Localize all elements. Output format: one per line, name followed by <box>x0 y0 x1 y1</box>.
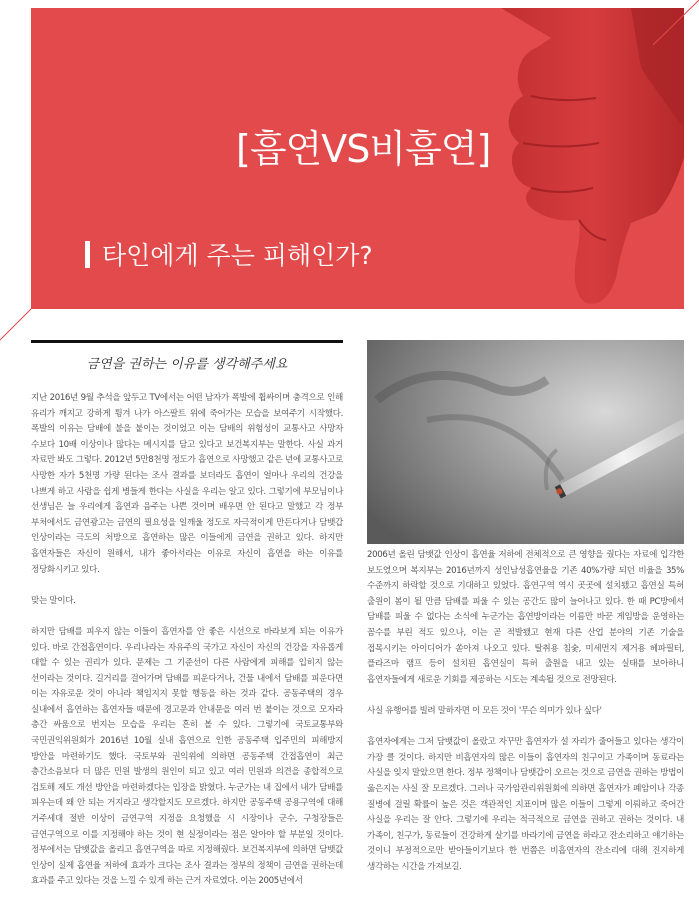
left-column <box>31 340 343 890</box>
divider <box>31 340 343 343</box>
page-title: [흡연VS비흡연] <box>236 127 491 171</box>
subtitle-text: 타인에게 주는 피해인가? <box>102 241 373 270</box>
header-banner <box>31 8 684 309</box>
paragraph: 지난 2016년 9월 추석을 앞두고 TV에서는 어떤 남자가 폭발에 휩싸이며 충격으로 인해 유리가 깨지고 강하게 튕겨 나가 아스팔트 위에 죽어가는 모습을 보여주기 시작했다. 폭발의 이유는 담배에 불을 붙이는 것이었고 이는 담배의 위험성이 교통사고 사망자 수보다 10배 이상이나 많다는 메시지를 담고 있다고 보건복지부는 말한다. 사실 과거 자료만 봐도 그렇다. 2012년 5만8천명 정도가 흡연으로 사망했고 같은 년에 교통사고로 사망한 자가 5천명 가량 된다는 조사 결과를 보더라도 흡연이 얼마나 우리의 건강을 나쁘게 하고 사람을 쉽게 병들게 한다는 사실을 우리는 알고 있다. 그렇기에 부모님이나 선생님은 늘 우리에게 흡연과 음주는 나쁜 것이며 배우면 안 된다고 말했고 각 정부 부처에서도 금연광고는 금연의 필요성을 일깨울 정도로 자극적이게 만든다거나 담뱃갑 인상이라는 극도의 처방으로 흡연하는 많은 이들에게 금연을 권하고 있다. 하지만 흡연자들은 자신이 원해서, 내가 좋아서라는 이유로 자신이 흡연을 하는 이유를 정당화시키고 있다. <box>31 393 343 575</box>
paragraph: 2006년 올린 담뱃값 인상이 흡연율 저하에 전체적으로 큰 영향을 줬다는 자료에 입각한 보도였으며 복지부는 2016년까지 성인남성흡연율을 기존 40%가량 되던 비율을 35% 수준까지 하락할 것으로 기대하고 있었다. 흡연구역 역시 곳곳에 설치됐고 흡연실 특허 출원이 봄이 될 만큼 담배를 피울 수 있는 공간도 많이 늘어나고 있다. 한 때 PC방에서 담배를 피울 수 없다는 소식에 누군가는 흡연방이라는 이름만 바꾼 게임방을 운영하는 꼼수를 부린 적도 있으나, 이는 곧 적발됐고 현재 다른 산업 분야의 기존 기술을 접목시키는 아이디어가 쏟아져 나오고 있다. 탈취용 침숯, 미세먼지 제거용 헤파필터, 플라즈마 램프 등이 설치된 흡연실이 특허 출원을 내고 있는 실태를 보아하니 흡연자들에게 새로운 기회를 제공하는 시도는 계속될 것으로 전망된다. <box>367 550 684 685</box>
cigarette-smoke-photo <box>367 340 684 544</box>
paragraph: 하지만 담배를 피우지 않는 이들이 흡연자를 안 좋은 시선으로 바라보게 되는 이유가 있다. 바로 간접흡연이다. 우리나라는 자유주의 국가고 자신이 자신의 건강을 자유롭게 대할 수 있는 권리가 있다. 문제는 그 기준선이 다른 사람에게 피해를 입히지 않는 선이라는 것이다. 길거리를 걸어가며 담배를 피운다거나, 건물 내에서 담배를 피운다면 이는 자유로운 것이 아니라 책임지지 못할 행동을 하는 것과 같다. 공동주택의 경우 실내에서 흡연하는 흡연자들 때문에 경고문과 안내문을 여러 번 붙이는 것으로 모자라 층간 싸움으로 번지는 모습을 우리는 흔히 볼 수 있다. 그렇기에 국토교통부와 국민권익위원회가 2016년 10월 실내 흡연으로 인한 공동주택 입주민의 피해방지 방안을 마련하기도 했다. 국토부와 권익위에 의하면 공동주택 간접흡연이 최근 층간소음보다 더 많은 민원 발생의 원인이 되고 있고 여러 민원과 의견을 종합적으로 검토해 제도 개선 방안을 마련하겠다는 입장을 밝혔다. 누군가는 내 집에서 내가 담배를 피우는데 왜 안 되는 거지라고 생각할지도 모르겠다. 하지만 공동주택 공용구역에 대해 거주세대 절반 이상이 금연구역 지정을 요청했을 시 시장이나 군수, 구청장들은 금연구역으로 이를 지정해야 하는 것이 현 실정이라는 점은 알아야 할 부분일 것이다. 정부에서는 담뱃값을 올리고 흡연구역을 따로 지정해줬다. 보건복지부에 의하면 담뱃값 인상이 실제 흡연율 저하에 효과가 크다는 조사 결과는 정부의 정책이 금연을 권하는데 효과를 주고 있다는 것을 느낄 수 있게 하는 근거 자료였다. 이는 2005년에서 <box>31 626 343 887</box>
paragraph: 흡연자에게는 그저 담뱃값이 올랐고 자꾸만 흡연자가 설 자리가 줄어들고 있다는 생각이 가장 클 것이다. 하지만 비흡연자의 많은 이들이 흡연자의 친구이고 가족이며 동료라는 사실을 잊지 말았으면 한다. 정부 정책이나 담뱃갑이 오르는 것으로 금연을 권하는 방법이 옳은지는 사실 잘 모르겠다. 그러나 국가암관리위원회에 의하면 흡연자가 폐암이나 각종 질병에 걸릴 확률이 높은 것은 객관적인 지표이며 많은 이들이 그렇게 이뤄하고 죽어간 사실을 우리는 잘 안다. 그렇기에 우리는 적극적으로 금연을 권하고 권하는 것이다. 내 가족이, 친구가, 동료들이 건강하게 살기를 바라기에 금연을 하라고 잔소리하고 얘기하는 것이니 부정적으로만 받아들이기보다 한 번쯤은 비흡연자의 잔소리에 대해 진지하게 생각하는 시간을 가져보길. <box>367 737 684 872</box>
paragraph: 사실 유행어를 빌려 말하자면 이 모든 것이 '무슨 의미가 있나 싶다' <box>367 705 602 716</box>
paragraph: 맞는 말이다. <box>31 595 76 606</box>
photo-illustration <box>367 340 684 544</box>
article-lead: 금연을 권하는 이유를 생각해주세요 <box>86 357 288 372</box>
right-column <box>367 548 684 891</box>
subtitle-bar <box>85 241 90 268</box>
page-subtitle <box>85 236 373 272</box>
left-body <box>31 391 343 890</box>
